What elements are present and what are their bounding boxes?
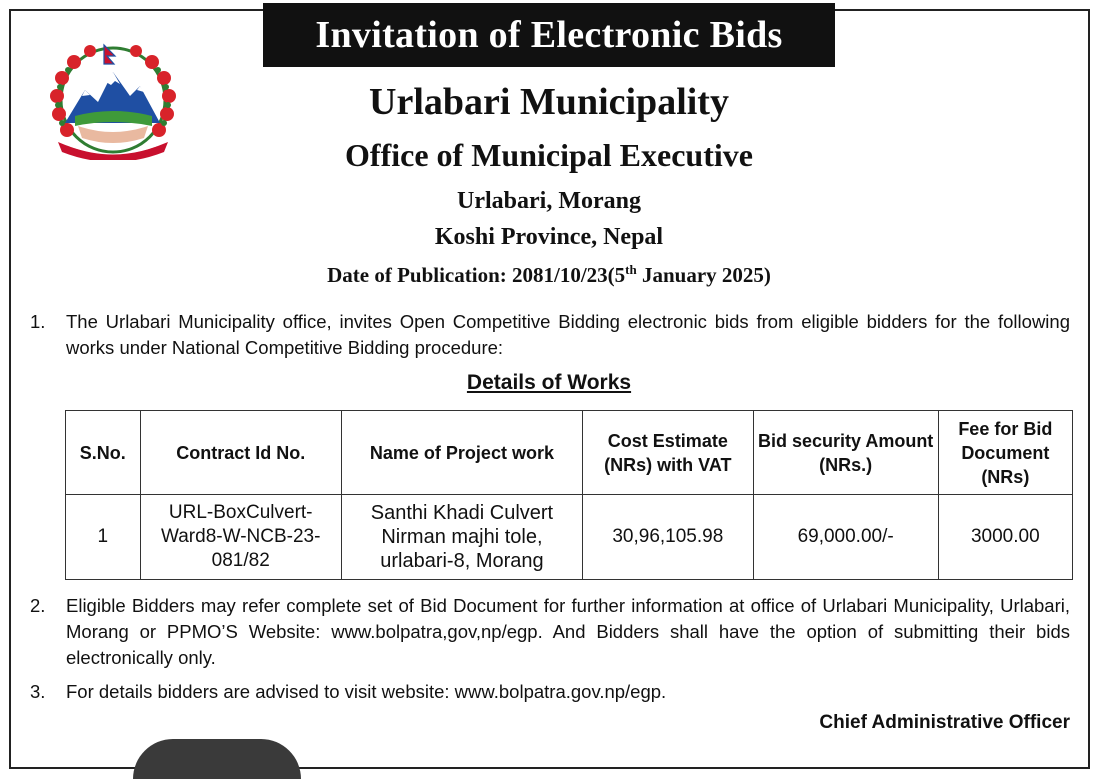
paragraph-1 <box>30 309 1070 361</box>
cell-project-name: Santhi Khadi Culvert Nirman majhi tole, urlabari-8, Morang <box>341 495 582 580</box>
column-header: Bid security Amount (NRs.) <box>753 411 938 495</box>
cell-document-fee: 3000.00 <box>938 495 1072 580</box>
table-header-row <box>66 411 1073 495</box>
paragraph-number: 3. <box>30 681 46 702</box>
paragraph-number: 1. <box>30 311 46 332</box>
address-line-2: Koshi Province, Nepal <box>434 224 664 250</box>
paragraph-text: Eligible Bidders may refer complete set of Bid Document for further information at office of Urlabari Municipality, Urlabari, Morang or PPMO’S Website: www.bolpatra,gov,np/egp. And Bidders shall have the option of submitting their bids electronically only. <box>66 595 1070 668</box>
municipality-name: Urlabari Municipality <box>369 81 729 123</box>
office-name: Office of Municipal Executive <box>345 137 753 173</box>
publication-date: Date of Publication: 2081/10/23(5th January 2025) <box>327 262 771 287</box>
paragraph-text: The Urlabari Municipality office, invites Open Competitive Bidding electronic bids from eligible bidders for the following works under National Competitive Bidding procedure: <box>66 311 1070 358</box>
column-header: Fee for Bid Document (NRs) <box>938 411 1072 495</box>
column-header: S.No. <box>66 411 141 495</box>
table-row <box>66 495 1073 580</box>
address-line-1: Urlabari, Morang <box>457 188 641 214</box>
cell-sno: 1 <box>66 495 141 580</box>
column-header: Contract Id No. <box>140 411 341 495</box>
cell-bid-security: 69,000.00/- <box>753 495 938 580</box>
paragraph-number: 2. <box>30 595 46 616</box>
paragraph-2 <box>30 593 1070 671</box>
works-table <box>65 410 1073 580</box>
overlay-tab <box>133 739 301 779</box>
banner-title: Invitation of Electronic Bids <box>263 3 835 67</box>
paragraph-3 <box>30 679 1070 705</box>
details-of-works-heading: Details of Works <box>466 371 632 394</box>
column-header: Name of Project work <box>341 411 582 495</box>
cell-cost-estimate: 30,96,105.98 <box>583 495 754 580</box>
column-header: Cost Estimate (NRs) with VAT <box>583 411 754 495</box>
cell-contract-id: URL-BoxCulvert-Ward8-W-NCB-23-081/82 <box>140 495 341 580</box>
signature-title: Chief Administrative Officer <box>819 712 1070 733</box>
paragraph-text: For details bidders are advised to visit website: www.bolpatra.gov.np/egp. <box>66 681 667 702</box>
